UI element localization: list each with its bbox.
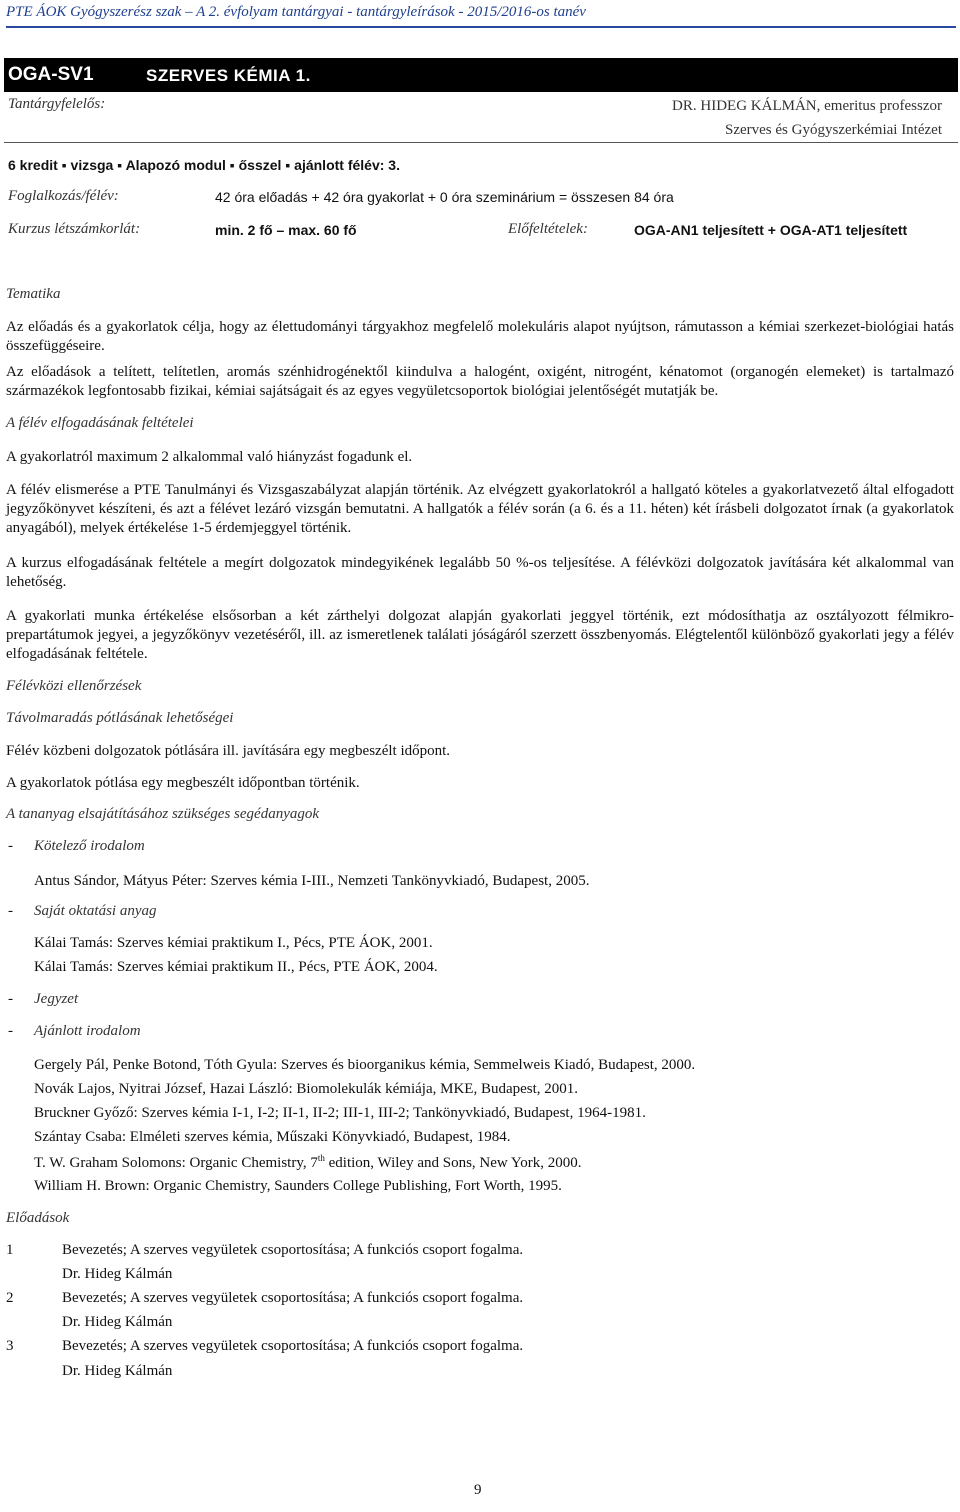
acceptance-paragraph-1: A gyakorlatról maximum 2 alkalommal való hiányzást fogadunk el.	[6, 449, 413, 465]
lecture-1-title: Bevezetés; A szerves vegyületek csoportosítása; A funkciós csoport fogalma.	[62, 1242, 524, 1258]
notes-label: Jegyzet	[34, 991, 79, 1007]
notes-dash: -	[8, 991, 13, 1007]
recommended-ref-1: Gergely Pál, Penke Botond, Tóth Gyula: Szerves és bioorganikus kémia, Semmelweis Kiadó, Budapest, 2000.	[34, 1057, 696, 1073]
limit-value: min. 2 fő – max. 60 fő	[215, 222, 357, 238]
recommended-ref-5	[34, 1153, 582, 1172]
materials-heading: A tananyag elsajátításához szükséges segédanyagok	[6, 806, 320, 822]
prereq-label: Előfeltételek:	[508, 221, 588, 237]
acceptance-heading: A félév elfogadásának feltételei	[6, 415, 194, 431]
solomons-text-a: T. W. Graham Solomons: Organic Chemistry, 7	[34, 1155, 318, 1171]
absence-paragraph-2: A gyakorlatok pótlása egy megbeszélt időpontban történik.	[6, 775, 360, 791]
recommended-ref-2: Novák Lajos, Nyitrai József, Hazai László: Biomolekulák kémiája, MKE, Budapest, 2001.	[34, 1081, 579, 1097]
own-dash: -	[8, 903, 13, 919]
page-number: 9	[474, 1482, 482, 1498]
own-label: Saját oktatási anyag	[34, 903, 157, 919]
institute-name: Szerves és Gyógyszerkémiai Intézet	[725, 122, 942, 138]
lecture-3-number: 3	[6, 1338, 14, 1354]
recommended-ref-4: Szántay Csaba: Elméleti szerves kémia, Műszaki Könyvkiadó, Budapest, 1984.	[34, 1129, 511, 1145]
absence-heading: Távolmaradás pótlásának lehetőségei	[6, 710, 234, 726]
required-label: Kötelező irodalom	[34, 838, 145, 854]
responsible-name: DR. HIDEG KÁLMÁN, emeritus professzor	[672, 98, 942, 114]
lectures-heading: Előadások	[6, 1210, 70, 1226]
info-rule-1	[4, 142, 958, 143]
responsible-label: Tantárgyfelelős:	[8, 96, 106, 112]
acceptance-paragraph-4: A gyakorlati munka értékelése elsősorban a két zárthelyi dolgozat alapján gyakorlati jeggyel történik, ezt módosíthatja az osztályozott félmikro-prepartátumok jegyei, a jegyzőkönyv vezetéséről, ill. az ismeretlenek találati jóságáról szerzett összbenyomás. Elégtelentől különböző gyakorlati jegy a félév elfogadásának feltétele.	[6, 608, 954, 662]
lecture-3-lecturer: Dr. Hideg Kálmán	[62, 1363, 173, 1379]
header-rule	[6, 26, 956, 28]
course-code: OGA-SV1	[8, 64, 94, 85]
limit-label: Kurzus létszámkorlát:	[8, 221, 141, 237]
midterm-heading: Félévközi ellenőrzések	[6, 678, 142, 694]
tematika-paragraph-2: Az előadások a telített, telítetlen, aromás szénhidrogénektől kiindulva a halogént, oxigént, nitrogént, kénatomot (organogén elemeket) is tartalmazó származékok legfontosabb fizikai, kémiai sajátságait és az egyes vegyületcsoportok biológiai jelentőségét mutatják be.	[6, 364, 954, 399]
credit-line: 6 kredit ▪ vizsga ▪ Alapozó modul ▪ ősszel ▪ ajánlott félév: 3.	[8, 157, 400, 173]
acceptance-paragraph-2: A félév elismerése a PTE Tanulmányi és Vizsgaszabályzat alapján történik. Az elvégzett gyakorlatokról a hallgató köteles a gyakorlatvezető által elfogadott jegyzőkönyvet készíteni, és azt a félévet lezáró vizsgán bemutatni. A hallgatók a félév során (a 6. és a 11. héten) két írásbeli dolgozatot írnak (a gyakorlatok anyagából), melyek értékelése 1-5 érdemjeggyel történik.	[6, 482, 954, 536]
hours-label: Foglalkozás/félév:	[8, 188, 119, 204]
own-ref-1: Kálai Tamás: Szerves kémiai praktikum I., Pécs, PTE ÁOK, 2001.	[34, 935, 433, 951]
recommended-ref-6: William H. Brown: Organic Chemistry, Saunders College Publishing, Fort Worth, 1995.	[34, 1178, 562, 1194]
prereq-value: OGA-AN1 teljesített + OGA-AT1 teljesített	[634, 222, 908, 238]
running-header: PTE ÁOK Gyógyszerész szak – A 2. évfolyam tantárgyai - tantárgyleírások - 2015/2016-os tanév	[6, 4, 586, 20]
recommended-ref-3: Bruckner Győző: Szerves kémia I-1, I-2; II-1, II-2; III-1, III-2; Tankönyvkiadó, Budapest, 1964-1981.	[34, 1105, 646, 1121]
recommended-dash: -	[8, 1023, 13, 1039]
lecture-2-number: 2	[6, 1290, 14, 1306]
tematika-paragraph-1: Az előadás és a gyakorlatok célja, hogy az élettudományi tárgyakhoz megfelelő molekuláris alapot nyújtson, rámutasson a kémiai szerkezet-biológiai hatás összefüggéseire.	[6, 319, 954, 354]
recommended-label: Ajánlott irodalom	[34, 1023, 141, 1039]
lecture-3-title: Bevezetés; A szerves vegyületek csoportosítása; A funkciós csoport fogalma.	[62, 1338, 524, 1354]
tematika-heading: Tematika	[6, 286, 61, 302]
lecture-1-number: 1	[6, 1242, 14, 1258]
lecture-2-title: Bevezetés; A szerves vegyületek csoportosítása; A funkciós csoport fogalma.	[62, 1290, 524, 1306]
solomons-text-b: edition, Wiley and Sons, New York, 2000.	[324, 1155, 582, 1171]
required-ref-1: Antus Sándor, Mátyus Péter: Szerves kémia I-III., Nemzeti Tankönyvkiadó, Budapest, 2005.	[34, 873, 590, 889]
solomons-superscript: th	[317, 1153, 325, 1163]
hours-value: 42 óra előadás + 42 óra gyakorlat + 0 óra szeminárium = összesen 84 óra	[215, 189, 674, 205]
lecture-2-lecturer: Dr. Hideg Kálmán	[62, 1314, 173, 1330]
lecture-1-lecturer: Dr. Hideg Kálmán	[62, 1266, 173, 1282]
own-ref-2: Kálai Tamás: Szerves kémiai praktikum II., Pécs, PTE ÁOK, 2004.	[34, 959, 438, 975]
required-dash: -	[8, 838, 13, 854]
course-title: SZERVES KÉMIA 1.	[146, 66, 311, 85]
absence-paragraph-1: Félév közbeni dolgozatok pótlására ill. javítására egy megbeszélt időpont.	[6, 743, 451, 759]
acceptance-paragraph-3: A kurzus elfogadásának feltétele a megírt dolgozatok mindegyikének legalább 50 %-os teljesítése. A félévközi dolgozatok javítására két alkalommal van lehetőség.	[6, 555, 954, 590]
